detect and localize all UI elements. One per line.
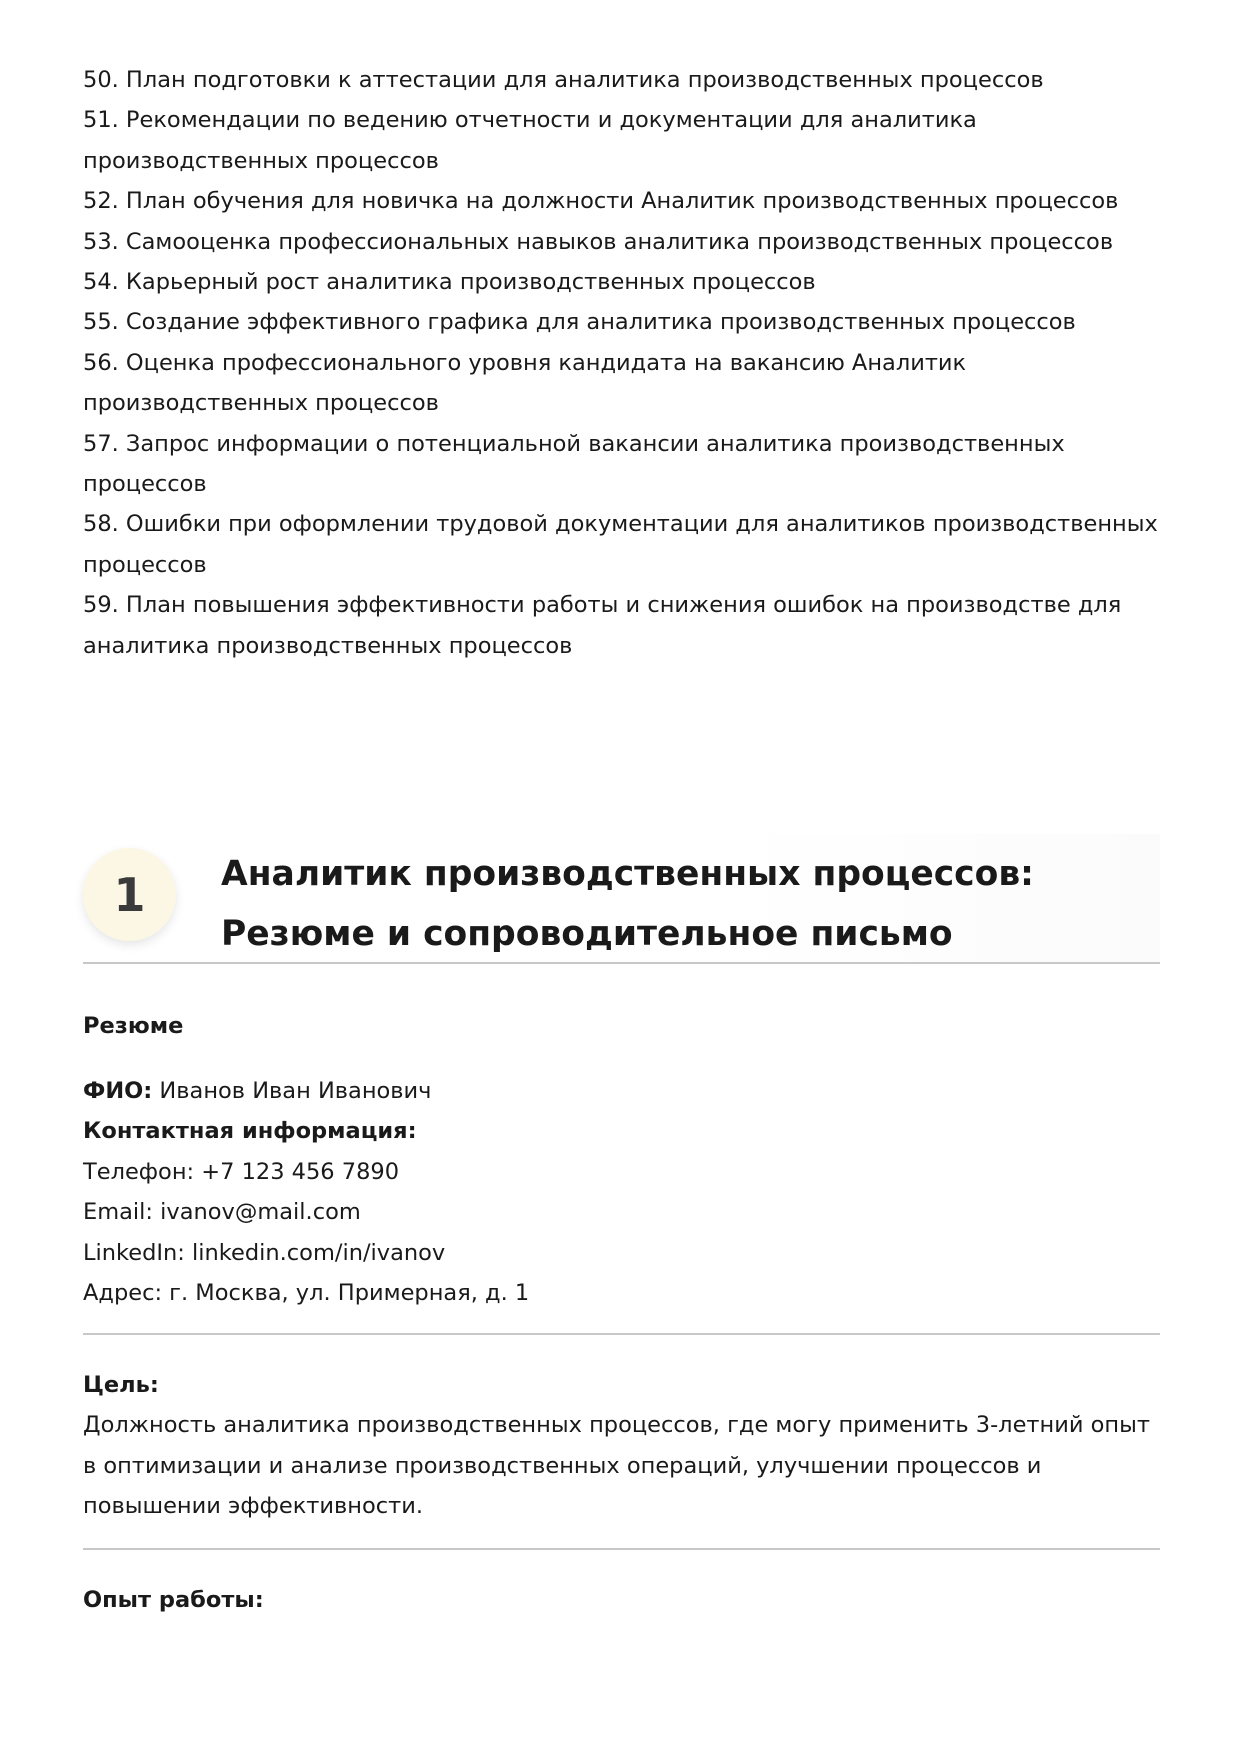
list-item: 54. Карьерный рост аналитика производственных процессов [83, 269, 816, 296]
chapter-title: Аналитик производственных процессов: Резюме и сопроводительное письмо [221, 854, 1034, 954]
numbered-list [83, 60, 1162, 666]
fio-label: ФИО: [83, 1078, 153, 1104]
list-item: 50. План подготовки к аттестации для аналитика производственных процессов [83, 67, 1044, 93]
list-item: 58. Ошибки при оформлении трудовой документации для аналитиков производственных процессов [83, 511, 1158, 578]
list-item: 59. План повышения эффективности работы и снижения ошибок на производстве для аналитика производственных процессов [83, 592, 1122, 659]
linkedin-line: LinkedIn: linkedin.com/in/ivanov [83, 1239, 446, 1266]
contact-label: Контактная информация: [83, 1118, 417, 1145]
list-item: 56. Оценка профессионального уровня кандидата на вакансию Аналитик производственных процессов [83, 349, 967, 417]
fio-line [83, 1071, 1162, 1111]
email-line: Email: ivanov@mail.com [83, 1199, 361, 1226]
fio-value: Иванов Иван Иванович [152, 1078, 432, 1104]
address-line: Адрес: г. Москва, ул. Примерная, д. 1 [83, 1280, 530, 1307]
divider [83, 1548, 1160, 1550]
goal-text: Должность аналитика производственных процессов, где могу применить 3-летний опыт в оптимизации и анализе производственных операций, улучшении процессов и повышении эффективности. [83, 1412, 1150, 1520]
list-item: 52. План обучения для новичка на должности Аналитик производственных процессов [83, 188, 1119, 215]
resume-heading: Резюме [83, 1013, 184, 1039]
experience-heading: Опыт работы: [83, 1587, 264, 1613]
chapter-header [83, 834, 1160, 964]
chapter-number-badge: 1 [83, 848, 176, 941]
list-item: 51. Рекомендации по ведению отчетности и документации для аналитика производственных процессов [83, 107, 977, 174]
goal-section [83, 1365, 1162, 1527]
goal-heading: Цель: [83, 1372, 159, 1398]
list-item: 57. Запрос информации о потенциальной вакансии аналитика производственных процессов [83, 430, 1065, 498]
contact-section [83, 1071, 1162, 1313]
list-item: 53. Самооценка профессиональных навыков аналитика производственных процессов [83, 228, 1114, 255]
phone-line: Телефон: +7 123 456 7890 [83, 1158, 400, 1185]
list-item: 55. Создание эффективного графика для аналитика производственных процессов [83, 309, 1076, 336]
divider [83, 1333, 1160, 1335]
